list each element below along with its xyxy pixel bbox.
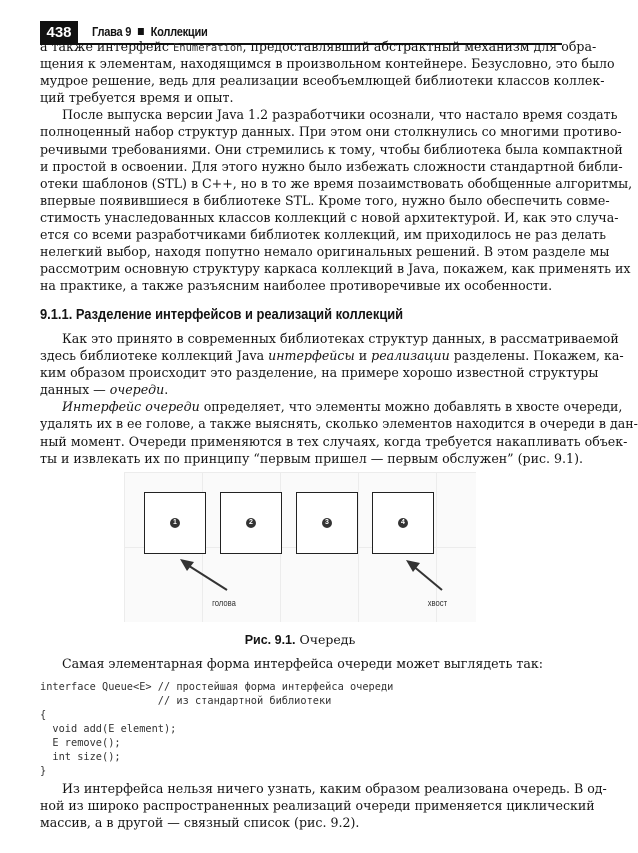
text-run: на практике, а также разъясним наиболее противоречивые их особенности. <box>40 278 553 294</box>
text-line <box>40 450 583 467</box>
number-badge: 4 <box>398 518 408 528</box>
paragraph-1 <box>40 38 615 106</box>
text-run: данных — <box>40 382 110 398</box>
text-line <box>40 106 618 123</box>
text-run: После выпуска версии Java 1.2 разработчики осознали, что настало время создать <box>62 107 618 123</box>
text-run: ный момент. Очереди применяются в тех случаях, когда требуется накапливать объек- <box>40 433 628 449</box>
italic-term: реализации <box>371 348 450 364</box>
code-line: { <box>40 709 47 721</box>
code-line: int size(); <box>40 751 121 763</box>
text-line <box>40 38 597 55</box>
paragraph-4 <box>40 398 638 466</box>
text-line <box>40 192 610 209</box>
code-line: } <box>40 765 47 777</box>
text-line <box>40 72 605 89</box>
number-badge: 3 <box>322 518 332 528</box>
tail-label: хвост <box>427 598 448 608</box>
text-line <box>40 226 606 243</box>
section-heading: 9.1.1. Разделение интерфейсов и реализаций коллекций <box>40 306 404 323</box>
text-run: мудрое решение, ведь для реализации всеобъемлющей библиотеки классов коллек- <box>40 73 605 89</box>
code-line: void add(E element); <box>40 723 177 735</box>
text-line <box>40 347 624 364</box>
arrows <box>124 472 476 622</box>
square-bullet-icon <box>138 28 144 35</box>
text-line <box>40 364 599 381</box>
text-run: здесь библиотеке коллекций Java <box>40 348 269 364</box>
text-run: . <box>164 382 169 398</box>
text-line <box>40 797 595 814</box>
head-arrow-icon <box>180 559 227 590</box>
chapter-title: Коллекции <box>150 24 208 39</box>
text-line <box>40 655 562 672</box>
italic-term: интерфейсы <box>268 348 355 364</box>
code-line: // из стандартной библиотеки <box>40 695 332 707</box>
text-run: впервые появившиеся в библиотеке STL. Кроме того, нужно было обеспечить совме- <box>40 192 610 208</box>
text-line <box>40 780 607 797</box>
text-line <box>40 381 562 398</box>
text-run: полноценный набор структур данных. При этом они столкнулись со многими противо- <box>40 124 622 140</box>
text-run: Самая элементарная форма интерфейса очереди может выглядеть так: <box>62 656 543 671</box>
caption-number: Рис. 9.1. <box>244 633 296 647</box>
text-run: рассмотрим основную структуру каркаса коллекций в Java, покажем, как применять их <box>40 261 631 277</box>
text-line <box>40 243 610 260</box>
text-run: ется со всеми разработчиками библиотек коллекций, им приходилось не раз делать <box>40 227 606 243</box>
text-run: ким образом происходит это разделение, на примере хорошо известной структуры <box>40 365 599 381</box>
text-run: определяет, что элементы можно добавлять в хвосте очереди, <box>199 399 623 415</box>
inline-code: Enumeration <box>172 42 243 54</box>
text-run: а также интерфейс <box>40 39 173 54</box>
text-line <box>40 814 562 831</box>
text-run: , предоставлявший абстрактный механизм для обра- <box>242 39 597 54</box>
text-run: отеки шаблонов (STL) в C++, но в то же время позаимствовать обобщенные алгоритмы, <box>40 175 633 191</box>
italic-term: Интерфейс очереди <box>62 399 200 415</box>
text-line <box>40 175 633 192</box>
text-run: ной из широко распространенных реализаций очереди применяется циклический <box>40 798 595 814</box>
text-line <box>40 398 623 415</box>
number-badge: 1 <box>170 518 180 528</box>
tail-arrow-icon <box>406 560 442 590</box>
text-line <box>40 209 619 226</box>
text-line <box>40 277 562 294</box>
chapter-label: Глава 9 <box>92 24 132 39</box>
text-run: и простой в освоении. Для этого нужно было избежать сложности стандартной библи- <box>40 158 623 174</box>
text-run: ты и извлекать их по принципу “первым пришел — первым обслужен” (рис. 9.1). <box>40 450 583 466</box>
number-badge: 2 <box>246 518 256 528</box>
text-run: разделены. Покажем, ка- <box>449 348 624 364</box>
text-run: ций требуется время и опыт. <box>40 90 234 106</box>
text-line <box>40 260 631 277</box>
text-line <box>40 415 638 432</box>
text-run: Из интерфейса нельзя ничего узнать, каким образом реализована очередь. В од- <box>62 781 607 796</box>
text-line <box>40 158 623 175</box>
paragraph-3 <box>40 330 624 398</box>
text-line <box>40 141 623 158</box>
text-run: массив, а в другой — связный список (рис. 9.2). <box>40 815 360 831</box>
text-line <box>40 123 622 140</box>
code-line: E remove(); <box>40 737 121 749</box>
text-run: удалять их в ее голове, а также выяснять, сколько элементов находится в очереди в дан- <box>40 416 638 432</box>
running-header <box>92 24 208 39</box>
code-listing <box>40 680 393 778</box>
text-run: щения к элементам, находящимся в произвольном контейнере. Безусловно, это было <box>40 56 615 72</box>
text-line <box>40 330 619 347</box>
italic-term: очереди <box>109 382 165 398</box>
text-run: стимость унаследованных классов коллекций с новой архитектурой. И, как это случа- <box>40 209 619 225</box>
page-number-text: 438 <box>46 24 72 41</box>
queue-figure <box>124 472 476 622</box>
text-line <box>40 89 562 106</box>
text-line <box>40 433 628 450</box>
head-label: голова <box>212 598 236 608</box>
text-run: нелегкий выбор, находя попутно немало оригинальных решений. В этом разделе мы <box>40 244 610 260</box>
text-run: речивыми требованиями. Они стремились к тому, чтобы библиотека была компактной <box>40 141 623 157</box>
caption-text: Очередь <box>299 632 356 647</box>
code-line: interface Queue<E> // простейшая форма интерфейса очереди <box>40 681 394 693</box>
text-line <box>40 55 615 72</box>
text-run: и <box>354 348 372 364</box>
text-run: Как это принято в современных библиотеках структур данных, в рассматриваемой <box>62 331 619 346</box>
paragraph-5 <box>40 655 562 672</box>
figure-caption <box>0 632 600 647</box>
paragraph-2 <box>40 106 633 294</box>
paragraph-6 <box>40 780 607 831</box>
